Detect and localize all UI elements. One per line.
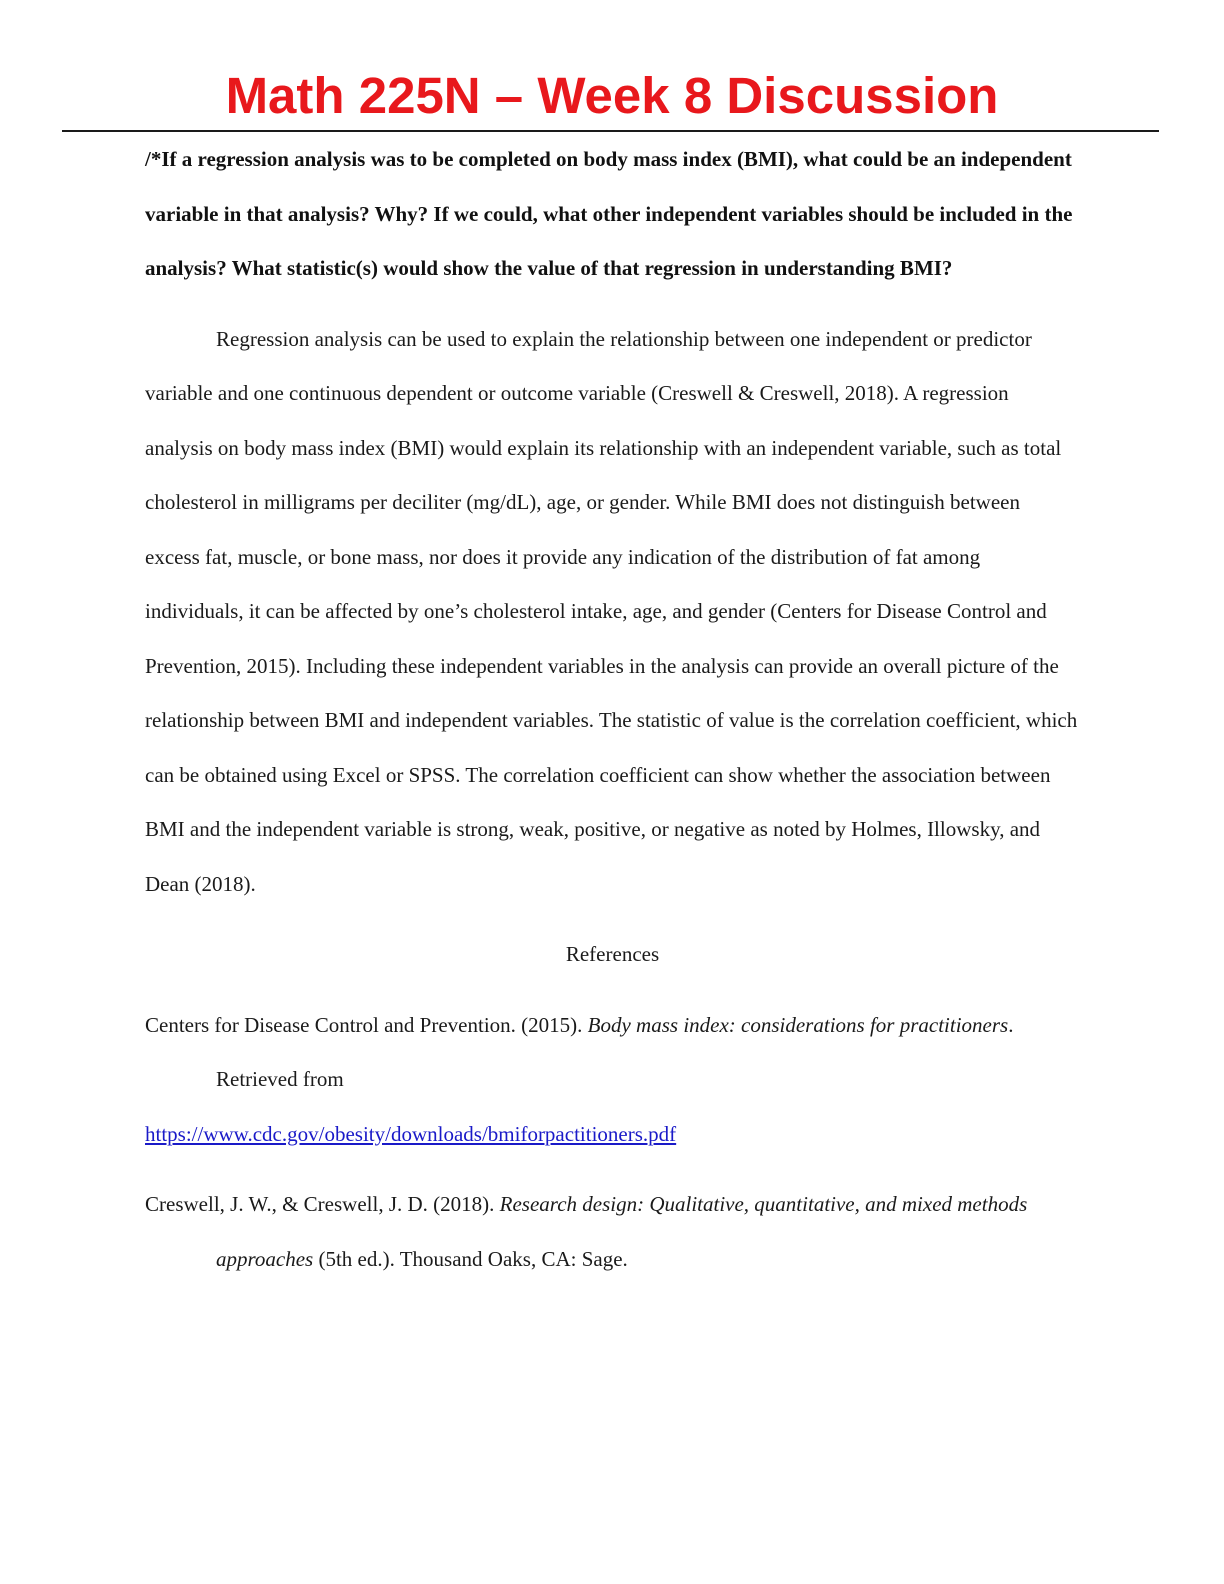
references-heading: References bbox=[565, 942, 660, 966]
reference-cdc bbox=[145, 998, 1080, 1162]
reference-suffix: . Retrieved from bbox=[216, 1012, 1014, 1091]
page-title: Math 225N – Week 8 Discussion bbox=[225, 67, 999, 124]
reference-title: Research design: Qualitative, quantitative, and mixed methods approaches bbox=[216, 1192, 1028, 1271]
reference-creswell bbox=[145, 1177, 1080, 1286]
reference-suffix: (5th ed.). Thousand Oaks, CA: Sage. bbox=[313, 1246, 628, 1271]
response-paragraph: Regression analysis can be used to explain the relationship between one independent or predictor variable and one continuous dependent or outcome variable (Creswell & Creswell, 2018). A regression analysis on body mass index (BMI) would explain its relationship with an independent variable, such as total cholesterol in milligrams per deciliter (mg/dL), age, or gender. While BMI does not distinguish between excess fat, muscle, or bone mass, nor does it provide any indication of the distribution of fat among individuals, it can be affected by one’s cholesterol intake, age, and gender (Centers for Disease Control and Prevention, 2015). Including these independent variables in the analysis can provide an overall picture of the relationship between BMI and independent variables. The statistic of value is the correlation coefficient, which can be obtained using Excel or SPSS. The correlation coefficient can show whether the association between BMI and the independent variable is strong, weak, positive, or negative as noted by Holmes, Illowsky, and Dean (2018). bbox=[145, 326, 1078, 896]
reference-link[interactable]: https://www.cdc.gov/obesity/downloads/bmiforpactitioners.pdf bbox=[145, 1121, 677, 1146]
reference-author: Centers for Disease Control and Prevention. (2015). bbox=[145, 1012, 588, 1037]
reference-title: Body mass index: considerations for practitioners bbox=[587, 1012, 1009, 1037]
reference-author: Creswell, J. W., & Creswell, J. D. (2018). bbox=[145, 1192, 500, 1216]
document-body bbox=[145, 132, 1080, 1286]
discussion-question: /*If a regression analysis was to be completed on body mass index (BMI), what could be an independent variable in that analysis? Why? If we could, what other independent variables should be included in the analysis? What statistic(s) would show the value of that regression in understanding BMI? bbox=[145, 147, 1073, 280]
